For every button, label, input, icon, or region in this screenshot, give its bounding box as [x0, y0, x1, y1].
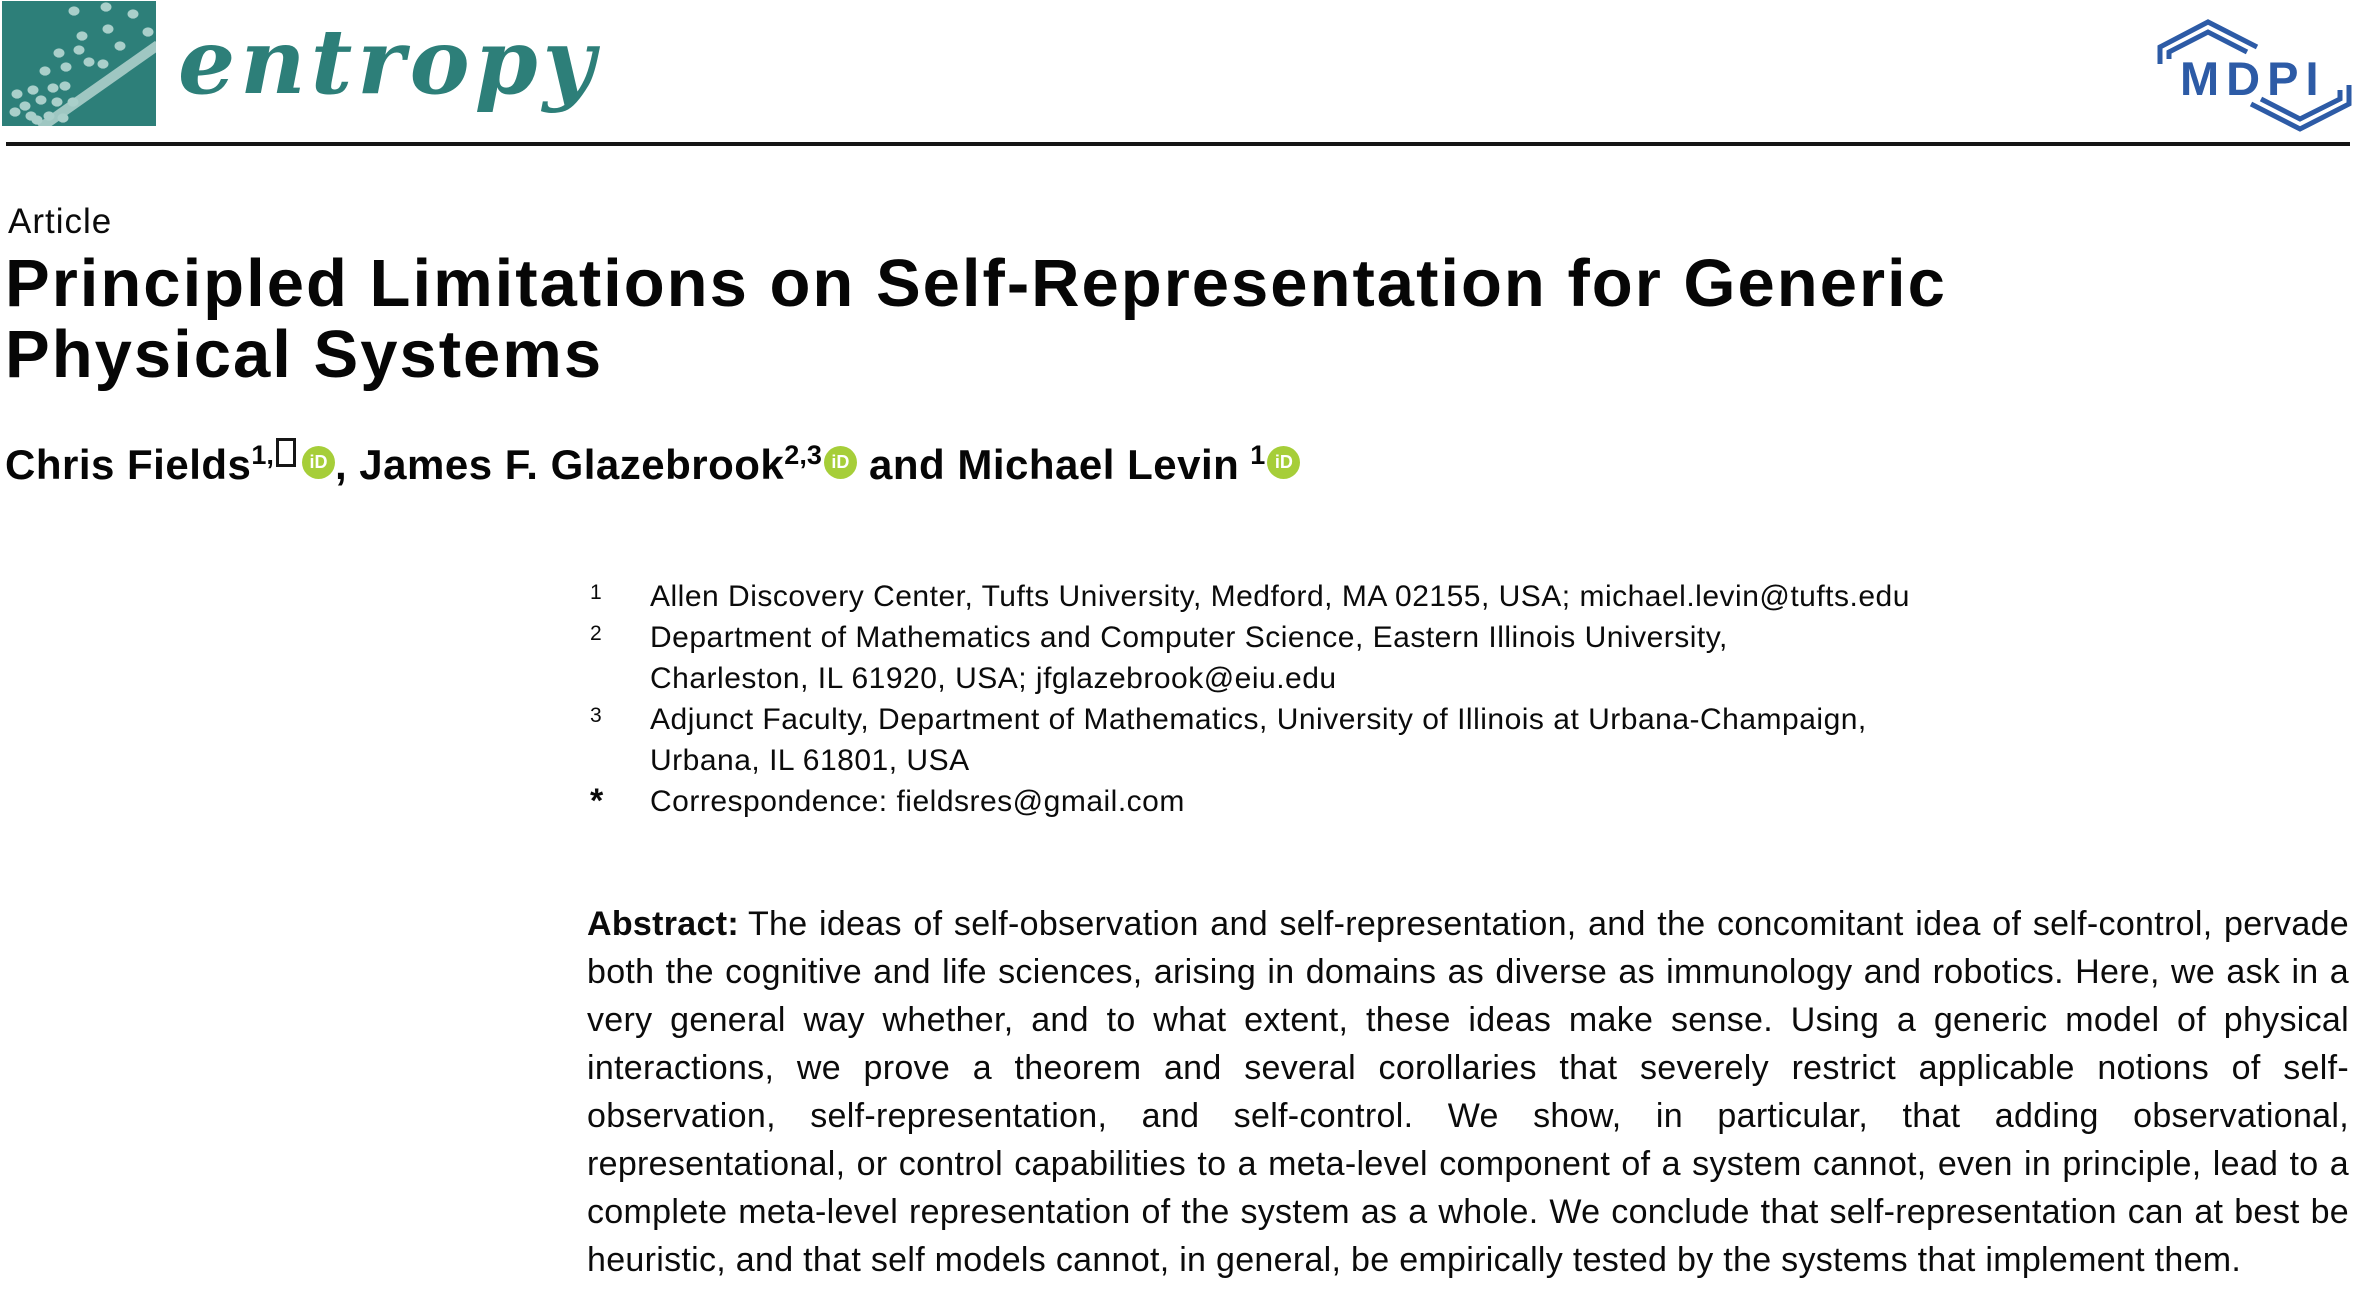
author-superscript: 1, — [251, 440, 274, 470]
affiliation-row — [590, 781, 1910, 822]
affiliation-row — [590, 699, 1910, 781]
affiliation-marker: 2 — [590, 622, 602, 645]
affiliation-line: Correspondence: fieldsres@gmail.com — [650, 785, 1185, 818]
authors-line — [5, 441, 1300, 490]
orcid-icon[interactable]: iD — [824, 446, 857, 479]
affiliation-line: Department of Mathematics and Computer Science, Eastern Illinois University, — [650, 621, 1728, 654]
header-divider — [6, 142, 2350, 146]
author-separator: and — [856, 441, 958, 488]
affiliations-block — [590, 576, 1910, 822]
mdpi-logo-icon — [2150, 11, 2356, 137]
affiliation-row — [590, 617, 1910, 699]
abstract-paragraph — [587, 900, 2349, 1284]
article-type-label: Article — [8, 202, 113, 241]
author-superscript: 1 — [1250, 440, 1266, 470]
affiliation-line: Urbana, IL 61801, USA — [650, 744, 970, 777]
affiliation-line: Charleston, IL 61920, USA; jfglazebrook@eiu.edu — [650, 662, 1337, 695]
entropy-logo-icon — [2, 1, 156, 126]
affiliation-marker: * — [590, 782, 604, 820]
orcid-icon[interactable]: iD — [302, 446, 335, 479]
affiliation-row — [590, 576, 1910, 617]
affiliation-marker: 3 — [590, 704, 602, 727]
abstract-label: Abstract: — [587, 905, 739, 943]
paper-title-line-2: Physical Systems — [5, 317, 604, 392]
author-name: Chris Fields — [5, 441, 252, 488]
orcid-icon[interactable]: iD — [1267, 446, 1300, 479]
missing-glyph-box — [276, 438, 296, 467]
author-name: James F. Glazebrook — [359, 441, 785, 488]
journal-name: entropy — [178, 9, 600, 115]
affiliation-line: Adjunct Faculty, Department of Mathematics, University of Illinois at Urbana-Champaign, — [650, 703, 1867, 736]
author-superscript: 2,3 — [784, 440, 822, 470]
affiliation-marker: 1 — [590, 581, 602, 604]
paper-title — [5, 248, 1947, 390]
mdpi-logo-text: MDPI — [2180, 52, 2326, 105]
author-name: Michael Levin — [957, 441, 1240, 488]
paper-title-line-1: Principled Limitations on Self-Representation for Generic — [5, 246, 1947, 321]
abstract-text: The ideas of self-observation and self-representation, and the concomitant idea of self-control, pervade both the cognitive and life sciences, arising in domains as diverse as immunology and robotics. Here, we ask in a very general way whether, and to what extent, these ideas make sense. Using a generic model of physical interactions, we prove a theorem and several corollaries that severely restrict applicable notions of self-observation, self-representation, and self-control. We show, in particular, that adding observational, representational, or control capabilities to a meta-level component of a system cannot, even in principle, lead to a complete meta-level representation of the system as a whole. We conclude that self-representation can at best be heuristic, and that self models cannot, in general, be empirically tested by the systems that implement them. — [587, 905, 2349, 1279]
author-separator: , — [334, 441, 360, 488]
affiliation-line: Allen Discovery Center, Tufts University, Medford, MA 02155, USA; michael.levin@tufts.edu — [650, 580, 1910, 613]
